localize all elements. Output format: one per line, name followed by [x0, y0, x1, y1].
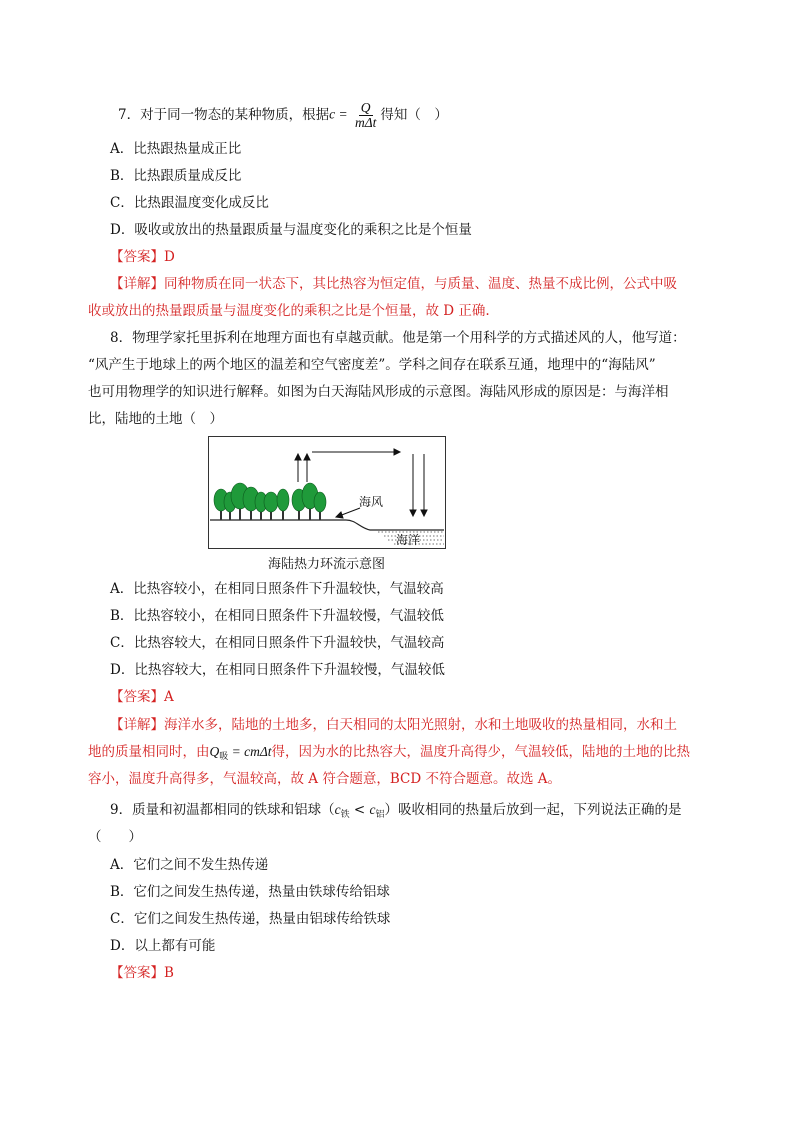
- q8-detail-line3: 容小，温度升高得多，气温较高，故 A 符合题意，BCD 不符合题意。故选 A。: [88, 771, 561, 787]
- q9-answer-tag: 【答案】: [110, 965, 164, 981]
- q7-fraction: [353, 101, 378, 130]
- q7-detail-line1: [110, 274, 677, 294]
- q8-option-a: A．比热容较小，在相同日照条件下升温较快，气温较高: [110, 581, 444, 597]
- q9-option-c: C．它们之间发生热传递，热量由铝球传给铁球: [110, 911, 391, 927]
- q9-c-aluminum-symbol: c: [369, 802, 376, 817]
- q7-formula: [329, 101, 380, 130]
- q8-option-c: C．比热容较大，在相同日照条件下升温较快，气温较高: [110, 635, 445, 651]
- q9-stem-line2: （ ）: [88, 829, 142, 845]
- q7-detail-line2: 收或放出的热量跟质量与温度变化的乘积之比是个恒量，故 D 正确.: [88, 303, 490, 319]
- q8-detail-formula: [210, 744, 272, 759]
- label-sea-breeze: 海风: [359, 495, 384, 509]
- q8-formula-rhs: = cmΔt: [228, 744, 272, 759]
- q7-fraction-denominator: mΔt: [354, 115, 377, 130]
- q9-c-iron: [335, 802, 350, 817]
- q9-stem-before: 9．质量和初温都相同的铁球和铝球（: [110, 802, 335, 818]
- diagram-caption: 海陆热力环流示意图: [268, 557, 386, 572]
- q7-option-b: B．比热跟质量成反比: [110, 168, 242, 184]
- q9-less-than: <: [349, 802, 370, 818]
- q7-fraction-numerator: Q: [360, 100, 371, 115]
- sea-land-breeze-diagram: [208, 436, 446, 549]
- q7-answer-value: D: [164, 249, 175, 265]
- q7-answer-tag: 【答案】: [110, 249, 164, 265]
- q7-stem-after: 得知（ ）: [380, 107, 448, 123]
- q7-stem: [118, 101, 448, 130]
- q8-detail-text2-after: 得，因为水的比热容大，温度升高得少，气温较低，陆地的土地的比热: [271, 744, 691, 760]
- q8-answer: [110, 687, 174, 707]
- q8-formula-sub: 吸: [219, 751, 229, 761]
- q8-option-b: B．比热容较小，在相同日照条件下升温较慢，气温较低: [110, 608, 444, 624]
- q7-option-c: C．比热跟温度变化成反比: [110, 195, 269, 211]
- q7-detail-tag: 【详解】: [110, 276, 164, 292]
- q7-answer: [110, 247, 175, 267]
- q8-detail-line2: [88, 742, 690, 766]
- q8-answer-tag: 【答案】: [110, 689, 164, 705]
- q7-stem-before: 7．对于同一物态的某种物质，根据: [118, 107, 330, 123]
- q9-stem-line1: [110, 800, 682, 824]
- q7-option-a: A．比热跟热量成正比: [110, 141, 242, 157]
- q8-formula-q: Q: [209, 744, 220, 759]
- q9-option-a: A．它们之间不发生热传递: [110, 857, 269, 873]
- q8-stem-line3: 也可用物理学的知识进行解释。如图为白天海陆风形成的示意图。海陆风形成的原因是：与海洋相: [88, 384, 669, 400]
- q8-detail-text2-before: 地的质量相同时，由: [88, 744, 210, 760]
- q8-stem-line4: 比，陆地的土地（ ）: [88, 411, 223, 427]
- q8-detail-line1: [110, 715, 677, 735]
- q9-stem-after: ）吸收相同的热量后放到一起，下列说法正确的是: [384, 802, 682, 818]
- q9-c-iron-sub: 铁: [340, 809, 350, 819]
- q7-detail-text1: 同种物质在同一状态下，其比热容为恒定值，与质量、温度、热量不成比例，公式中吸: [164, 276, 677, 292]
- q8-stem-line2: “风产生于地球上的两个地区的温差和空气密度差”。学科之间存在联系互通，地理中的“海陆风”: [88, 357, 656, 373]
- q9-c-iron-symbol: c: [334, 802, 341, 817]
- q9-answer-value: B: [164, 965, 174, 981]
- q8-answer-value: A: [164, 689, 174, 705]
- label-sea: 海洋: [396, 533, 421, 547]
- q7-formula-lhs: c =: [329, 106, 351, 122]
- q8-detail-text1: 海洋水多，陆地的土地多，白天相同的太阳光照射，水和土地吸收的热量相同，水和土: [164, 717, 677, 733]
- q9-c-aluminum-sub: 铝: [375, 809, 385, 819]
- q9-c-aluminum: [370, 802, 385, 817]
- q8-option-d: D．比热容较大，在相同日照条件下升温较慢，气温较低: [110, 662, 445, 678]
- q7-option-d: D．吸收或放出的热量跟质量与温度变化的乘积之比是个恒量: [110, 222, 472, 238]
- q9-answer: [110, 963, 174, 983]
- q8-stem-line1: 8．物理学家托里拆利在地理方面也有卓越贡献。他是第一个用科学的方式描述风的人，他写道：: [110, 330, 686, 346]
- q9-option-b: B．它们之间发生热传递，热量由铁球传给铝球: [110, 884, 390, 900]
- q9-option-d: D．以上都有可能: [110, 938, 216, 954]
- q8-detail-tag: 【详解】: [110, 717, 164, 733]
